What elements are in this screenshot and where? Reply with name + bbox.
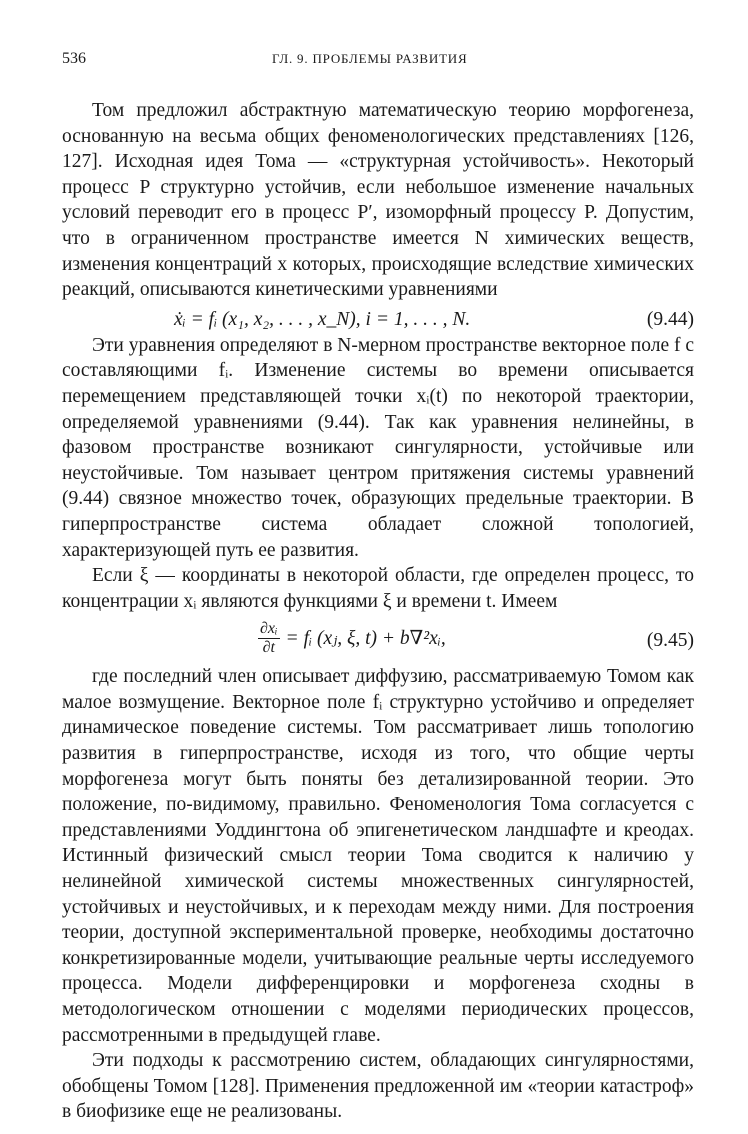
equation-9-45-formula (258, 620, 446, 657)
paragraph-1: Том предложил абстрактную математическую теорию морфогенеза, основанную на весьма общих феноменологических представлениях [126, 127]. Исходная идея Тома — «структурная устойчивость». Некоторый процесс P структурно устойчив, если небольшое изменение начальных условий переводит его в процесс P′, изоморфный процессу P. Допустим, что в ограниченном пространстве имеется N химических веществ, изменения концентраций x которых, происходящие вследствие химических реакций, описываются кинетическими уравнениями (62, 100, 694, 301)
page-number: 536 (62, 50, 86, 67)
page-body (62, 98, 694, 1125)
running-head: ГЛ. 9. ПРОБЛЕМЫ РАЗВИТИЯ (272, 51, 468, 66)
equation-9-45-numerator: ∂xᵢ (260, 620, 278, 638)
paragraph-5: Эти подходы к рассмотрению систем, обладающих сингулярностями, обобщены Томом [128]. Применения предложенной им «теории катастроф» в биофизике еще не реализованы. (62, 1050, 694, 1123)
equation-9-44-formula: ẋᵢ = fᵢ (x₁, x₂, . . . , x_N), i = 1, . . . , N. (174, 308, 471, 330)
paragraph-4: где последний член описывает диффузию, рассматриваемую Томом как малое возмущение. Векторное поле fᵢ структурно устойчиво и определяет динамическое поведение системы. Том рассматривает лишь топологию развития в гиперпространстве, исходя из того, что общие черты морфогенеза могут быть поняты без детализированной теории. Это положение, по-видимому, правильно. Феноменология Тома согласуется с представлениями Уоддингтона об эпигенетическом ландшафте и креодах. Истинный физический смысл теории Тома сводится к наличию у нелинейной химической системы множественных сингулярностей, устойчивых и неустойчивых, и к переходам между ними. Для построения теории, доступной экспериментальной проверке, необходимы достаточно конкретизированные модели, учитывающие реальные черты исследуемого процесса. Модели дифференцировки и морфогенеза сходны в методологическом отношении с моделями периодических процессов, рассмотренными в предыдущей главе. (62, 666, 694, 1046)
equation-9-45-denominator: ∂t (262, 639, 275, 657)
equation-9-44 (62, 303, 694, 333)
paragraph-3: Если ξ — координаты в некоторой области, где определен процесс, то концентрации xᵢ являются функциями ξ и времени t. Имеем (62, 565, 694, 612)
equation-9-45-number: (9.45) (646, 630, 694, 652)
paragraph-2: Эти уравнения определяют в N-мерном пространстве векторное поле f с составляющими fᵢ. Изменение системы во времени описывается перемещением представляющей точки xᵢ(t) по некоторой траектории, определяемой уравнениями (9.44). Так как уравнения нелинейны, в фазовом пространстве возникают сингулярности, устойчивые или неустойчивые. Том называет центром притяжения системы уравнений (9.44) связное множество точек, образующих предельные траектории. В гиперпространстве система обладает сложной топологией, характеризующей путь ее развития. (62, 334, 694, 561)
page-header (62, 50, 694, 76)
equation-9-45-rhs: = fᵢ (xⱼ, ξ, t) + b∇²xᵢ, (285, 627, 446, 649)
book-page (62, 50, 694, 1125)
equation-9-44-number: (9.44) (646, 308, 694, 330)
equation-9-45 (62, 614, 694, 664)
equation-9-45-fraction (258, 620, 280, 657)
